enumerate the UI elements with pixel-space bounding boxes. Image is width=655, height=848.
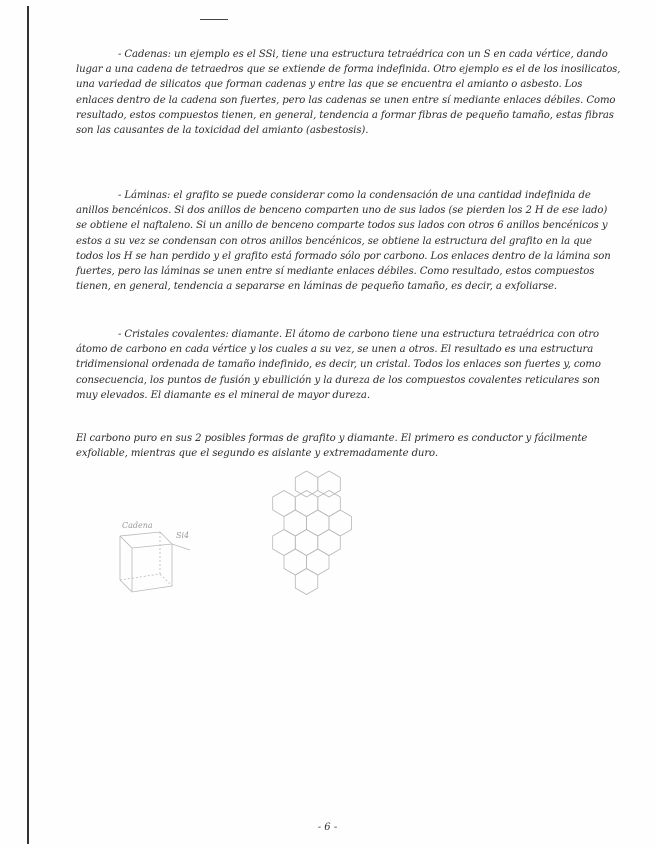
hexagon-cell	[329, 510, 352, 536]
hexagon-cell	[318, 530, 341, 556]
paragraph-cristales-covalentes: - Cristales covalentes: diamante. El átomo de carbono tiene una estructura tetraédrica con otro átomo de carbono en cada vértice y los cuales a su vez, se unen a otros. El resultado es una estructura tridimensional ordenada de tamaño indefinido, es decir, un cristal. Todos los enlaces son fuertes y, como consecuencia, los puntos de fusión y ebullición y la dureza de los compuestos covalentes reticulares son muy elevados. El diamante es el mineral de mayor dureza.	[76, 329, 601, 401]
chain-sketch-drawing	[110, 514, 220, 604]
hexagon-cell	[318, 471, 341, 497]
hexagon-cell	[284, 549, 307, 575]
hexagon-cell	[273, 530, 296, 556]
hexagon-cell	[295, 530, 318, 556]
binding-edge-line	[27, 6, 29, 844]
hexagon-cell	[318, 491, 341, 517]
hexagon-lattice-sketch	[262, 468, 392, 608]
hexagon-cell	[273, 491, 296, 517]
paragraph-carbono-puro: El carbono puro en sus 2 posibles formas de grafito y diamante. El primero es conductor y fácilmente exfoliable, mientras que el segundo es aislante y extremadamente duro.	[76, 433, 588, 460]
hexagon-cell	[295, 491, 318, 517]
hexagon-cell	[307, 549, 330, 575]
page-number: - 6 -	[317, 822, 338, 833]
sketch-label-si4: Si4	[176, 531, 190, 540]
hexagon-cell	[307, 510, 330, 536]
paragraph-laminas: - Láminas: el grafito se puede considerar como la condensación de una cantidad indefinida de anillos bencénicos. Si dos anillos de benceno comparten uno de sus lados (se pierden los 2 H de ese lado) se obtiene el naftaleno. Si un anillo de benceno comparte todos sus lados con otros 6 anillos bencénicos y estos a su vez se condensan con otros anillos bencénicos, se obtiene la estructura del grafito en la que todos los H se han perdido y el grafito está formado sólo por carbono. Los enlaces dentro de la lámina son fuertes, pero las láminas se unen entre sí mediante enlaces débiles. Como resultado, estos compuestos tienen, en general, tendencia a separarse en láminas de pequeño tamaño, es decir, a exfoliarse.	[76, 190, 611, 293]
hexagon-cell	[284, 510, 307, 536]
hexagon-cell	[295, 569, 318, 595]
paragraph-cadenas: - Cadenas: un ejemplo es el SSi, tiene una estructura tetraédrica con un S en cada vértice, dando lugar a una cadena de tetraedros que se extiende de forma indefinida. Otro ejemplo es el de los inosilicatos, una variedad de silicatos que forman cadenas y entre las que se encuentra el amianto o asbesto. Los enlaces dentro de la cadena son fuertes, pero las cadenas se unen entre sí mediante enlaces débiles. Como resultado, estos compuestos tienen, en general, tendencia a formar fibras de pequeño tamaño, estas fibras son las causantes de la toxicidad del amianto (asbestosis).	[76, 49, 621, 137]
hexagon-cell	[295, 471, 318, 497]
top-stray-mark	[200, 19, 228, 20]
sketch-label-cadena: Cadena	[122, 521, 153, 530]
